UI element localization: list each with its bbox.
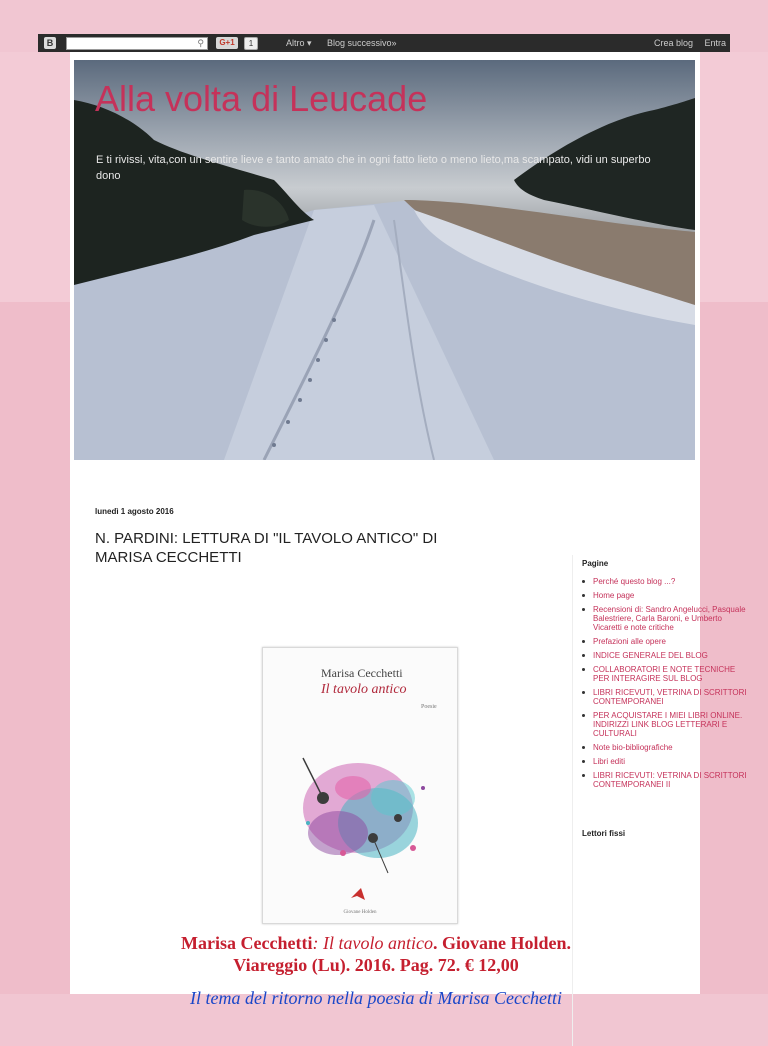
create-blog-link[interactable]: Crea blog	[653, 38, 693, 48]
caption-details: . Giovane Holden. Viareggio (Lu). 2016. Pag. 72. € 12,00	[233, 933, 571, 975]
sidebar-pages-title: Pagine	[582, 559, 609, 568]
bullet-icon	[582, 668, 585, 671]
post-title[interactable]: N. PARDINI: LETTURA DI "IL TAVOLO ANTICO" DI MARISA CECCHETTI	[95, 530, 438, 566]
bullet-icon	[582, 608, 585, 611]
bullet-icon	[582, 714, 585, 717]
gplus-count: 1	[244, 37, 258, 50]
sidebar-page-link[interactable]: Libri editi	[582, 757, 747, 766]
bullet-icon	[582, 580, 585, 583]
bullet-icon	[582, 760, 585, 763]
post-subtitle: Il tema del ritorno nella poesia di Marisa Cecchetti	[190, 988, 562, 1008]
bullet-icon	[582, 774, 585, 777]
sidebar-pages-list	[582, 577, 747, 794]
book-cover-genre: Poesie	[421, 704, 437, 710]
blogger-navbar	[38, 34, 730, 52]
sidebar-page-link[interactable]: LIBRI RICEVUTI: VETRINA DI SCRITTORI CONTEMPORANEI II	[582, 771, 747, 789]
sidebar-page-link[interactable]: Perché questo blog ...?	[582, 577, 747, 586]
blogger-logo-icon[interactable]: B	[44, 37, 56, 49]
bullet-icon	[582, 746, 585, 749]
book-cover-title: Il tavolo antico	[321, 682, 407, 697]
bullet-icon	[582, 640, 585, 643]
book-caption	[166, 932, 586, 976]
sidebar-followers-title: Lettori fissi	[582, 829, 626, 838]
gplus-button[interactable]: G+1	[216, 37, 238, 49]
bullet-icon	[582, 654, 585, 657]
header-landscape-image	[74, 60, 695, 460]
sidebar-page-link[interactable]: INDICE GENERALE DEL BLOG	[582, 651, 747, 660]
blog-header	[74, 60, 695, 460]
column-divider	[572, 555, 573, 1046]
more-menu-button[interactable]: Altro ▾	[286, 38, 312, 48]
sidebar-page-link[interactable]: PER ACQUISTARE I MIEI LIBRI ONLINE. INDIRIZZI LINK BLOG LETTERARI E CULTURALI	[582, 711, 747, 738]
next-blog-link[interactable]: Blog successivo»	[327, 38, 397, 48]
sidebar-page-link[interactable]: Recensioni di: Sandro Angelucci, Pasquale Balestriere, Carla Baroni, e Umberto Vicaretti e note critiche	[582, 605, 747, 632]
bullet-icon	[582, 594, 585, 597]
main-column	[70, 52, 747, 1008]
book-cover-author: Marisa Cecchetti	[321, 666, 403, 680]
sidebar-page-link[interactable]: Note bio-bibliografiche	[582, 743, 747, 752]
post-date: lunedì 1 agosto 2016	[95, 507, 174, 516]
caption-author: Marisa Cecchetti	[181, 933, 313, 953]
sidebar-page-link[interactable]: LIBRI RICEVUTI, VETRINA DI SCRITTORI CONTEMPORANEI	[582, 688, 747, 706]
login-link[interactable]: Entra	[704, 38, 726, 48]
search-icon[interactable]: ⚲	[197, 38, 204, 48]
sidebar-page-link[interactable]: COLLABORATORI E NOTE TECNICHE PER INTERAGIRE SUL BLOG	[582, 665, 747, 683]
blog-description: E ti rivissi, vita,con un sentire lieve e tanto amato che in ogni fatto lieto o meno lieto,ma scampato, vidi un superbo dono	[96, 154, 651, 182]
navbar-search-input[interactable]	[66, 37, 208, 50]
caption-title: Il tavolo antico	[322, 933, 433, 953]
bullet-icon	[582, 691, 585, 694]
sidebar-page-link[interactable]: Prefazioni alle opere	[582, 637, 747, 646]
book-cover-image[interactable]	[262, 647, 458, 924]
blog-title[interactable]: Alla volta di Leucade	[95, 78, 428, 119]
book-cover-publisher: Giovane Holden	[343, 910, 377, 915]
sidebar-page-link[interactable]: Home page	[582, 591, 747, 600]
caption-separator: :	[312, 933, 323, 953]
